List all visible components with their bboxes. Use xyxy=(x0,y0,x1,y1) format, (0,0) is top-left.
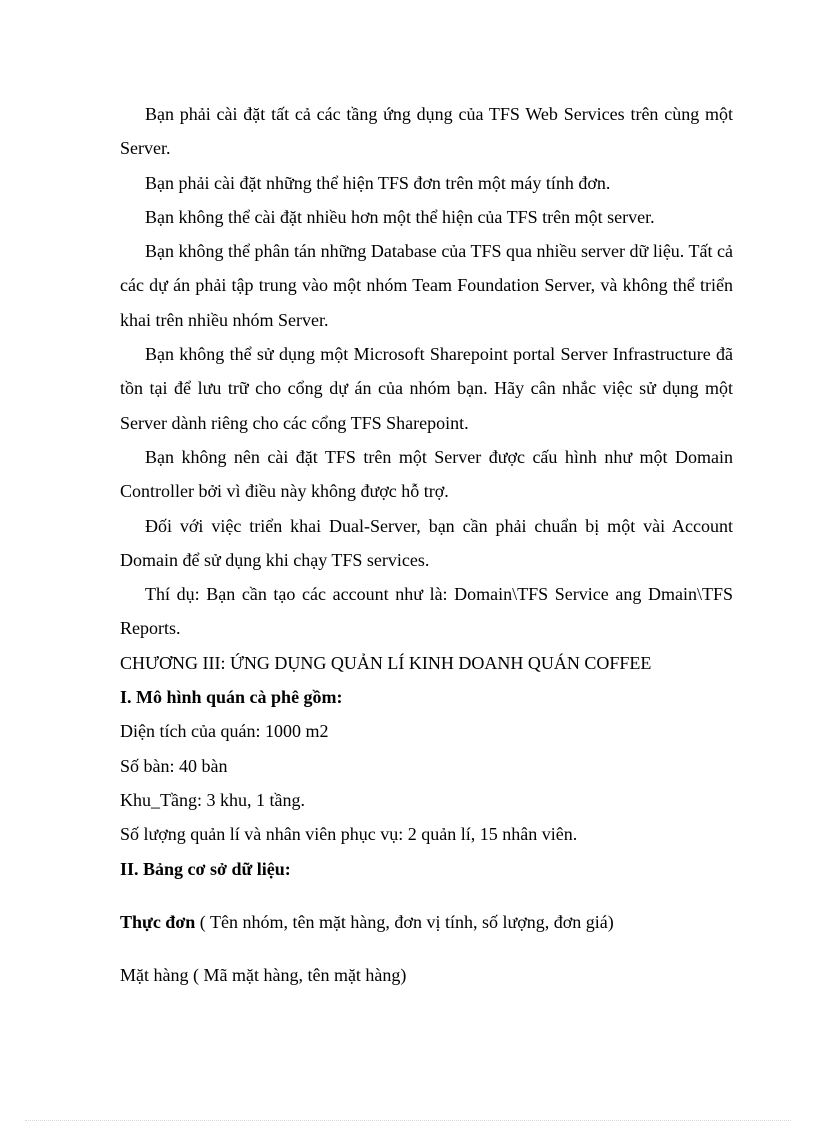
paragraph-domain-controller: Bạn không nên cài đặt TFS trên một Server được cấu hình như một Domain Controller bởi vì điều này không được hỗ trợ. xyxy=(120,446,733,502)
document-page xyxy=(120,97,733,992)
menu-table-name: Thực đơn xyxy=(120,911,196,932)
page-bottom-divider xyxy=(25,1120,791,1121)
item-table-line: Mặt hàng ( Mã mặt hàng, tên mặt hàng) xyxy=(120,965,407,986)
paragraph-sharepoint: Bạn không thể sử dụng một Microsoft Sharepoint portal Server Infrastructure đã tồn tại để lưu trữ cho cổng dự án của nhóm bạn. Hãy cân nhắc việc sử dụng một Server dành riêng cho các cổng TFS Sharepoint. xyxy=(120,344,733,433)
section-heading-database: II. Bảng cơ sở dữ liệu: xyxy=(120,858,291,879)
model-item-area: Diện tích của quán: 1000 m2 xyxy=(120,721,329,742)
model-item-zones: Khu_Tầng: 3 khu, 1 tầng. xyxy=(120,789,305,810)
model-item-tables: Số bàn: 40 bàn xyxy=(120,755,228,776)
paragraph-tfs-databases: Bạn không thể phân tán những Database của TFS qua nhiều server dữ liệu. Tất cả các dự án phải tập trung vào một nhóm Team Foundation Server, và không thể triển khai trên nhiều nhóm Server. xyxy=(120,241,733,330)
paragraph-example-accounts: Thí dụ: Bạn cần tạo các account như là: Domain\TFS Service ang Dmain\TFS Reports. xyxy=(120,584,733,639)
menu-table-fields: ( Tên nhóm, tên mặt hàng, đơn vị tính, số lượng, đơn giá) xyxy=(195,911,614,932)
section-heading-model: I. Mô hình quán cà phê gồm: xyxy=(120,687,343,708)
menu-table-line xyxy=(120,905,733,939)
paragraph-tfs-single-instance: Bạn phải cài đặt những thể hiện TFS đơn trên một máy tính đơn. xyxy=(145,172,611,193)
paragraph-dual-server: Đối với việc triển khai Dual-Server, bạn cần phải chuẩn bị một vài Account Domain để sử dụng khi chạy TFS services. xyxy=(120,515,733,570)
paragraph-tfs-web-services: Bạn phải cài đặt tất cả các tầng ứng dụng của TFS Web Services trên cùng một Server. xyxy=(120,104,733,159)
chapter-title: CHƯƠNG III: ỨNG DỤNG QUẢN LÍ KINH DOANH QUÁN COFFEE xyxy=(120,652,652,673)
paragraph-tfs-multiple-instances: Bạn không thể cài đặt nhiều hơn một thể hiện của TFS trên một server. xyxy=(145,206,655,227)
model-item-staff: Số lượng quản lí và nhân viên phục vụ: 2 quản lí, 15 nhân viên. xyxy=(120,824,578,845)
